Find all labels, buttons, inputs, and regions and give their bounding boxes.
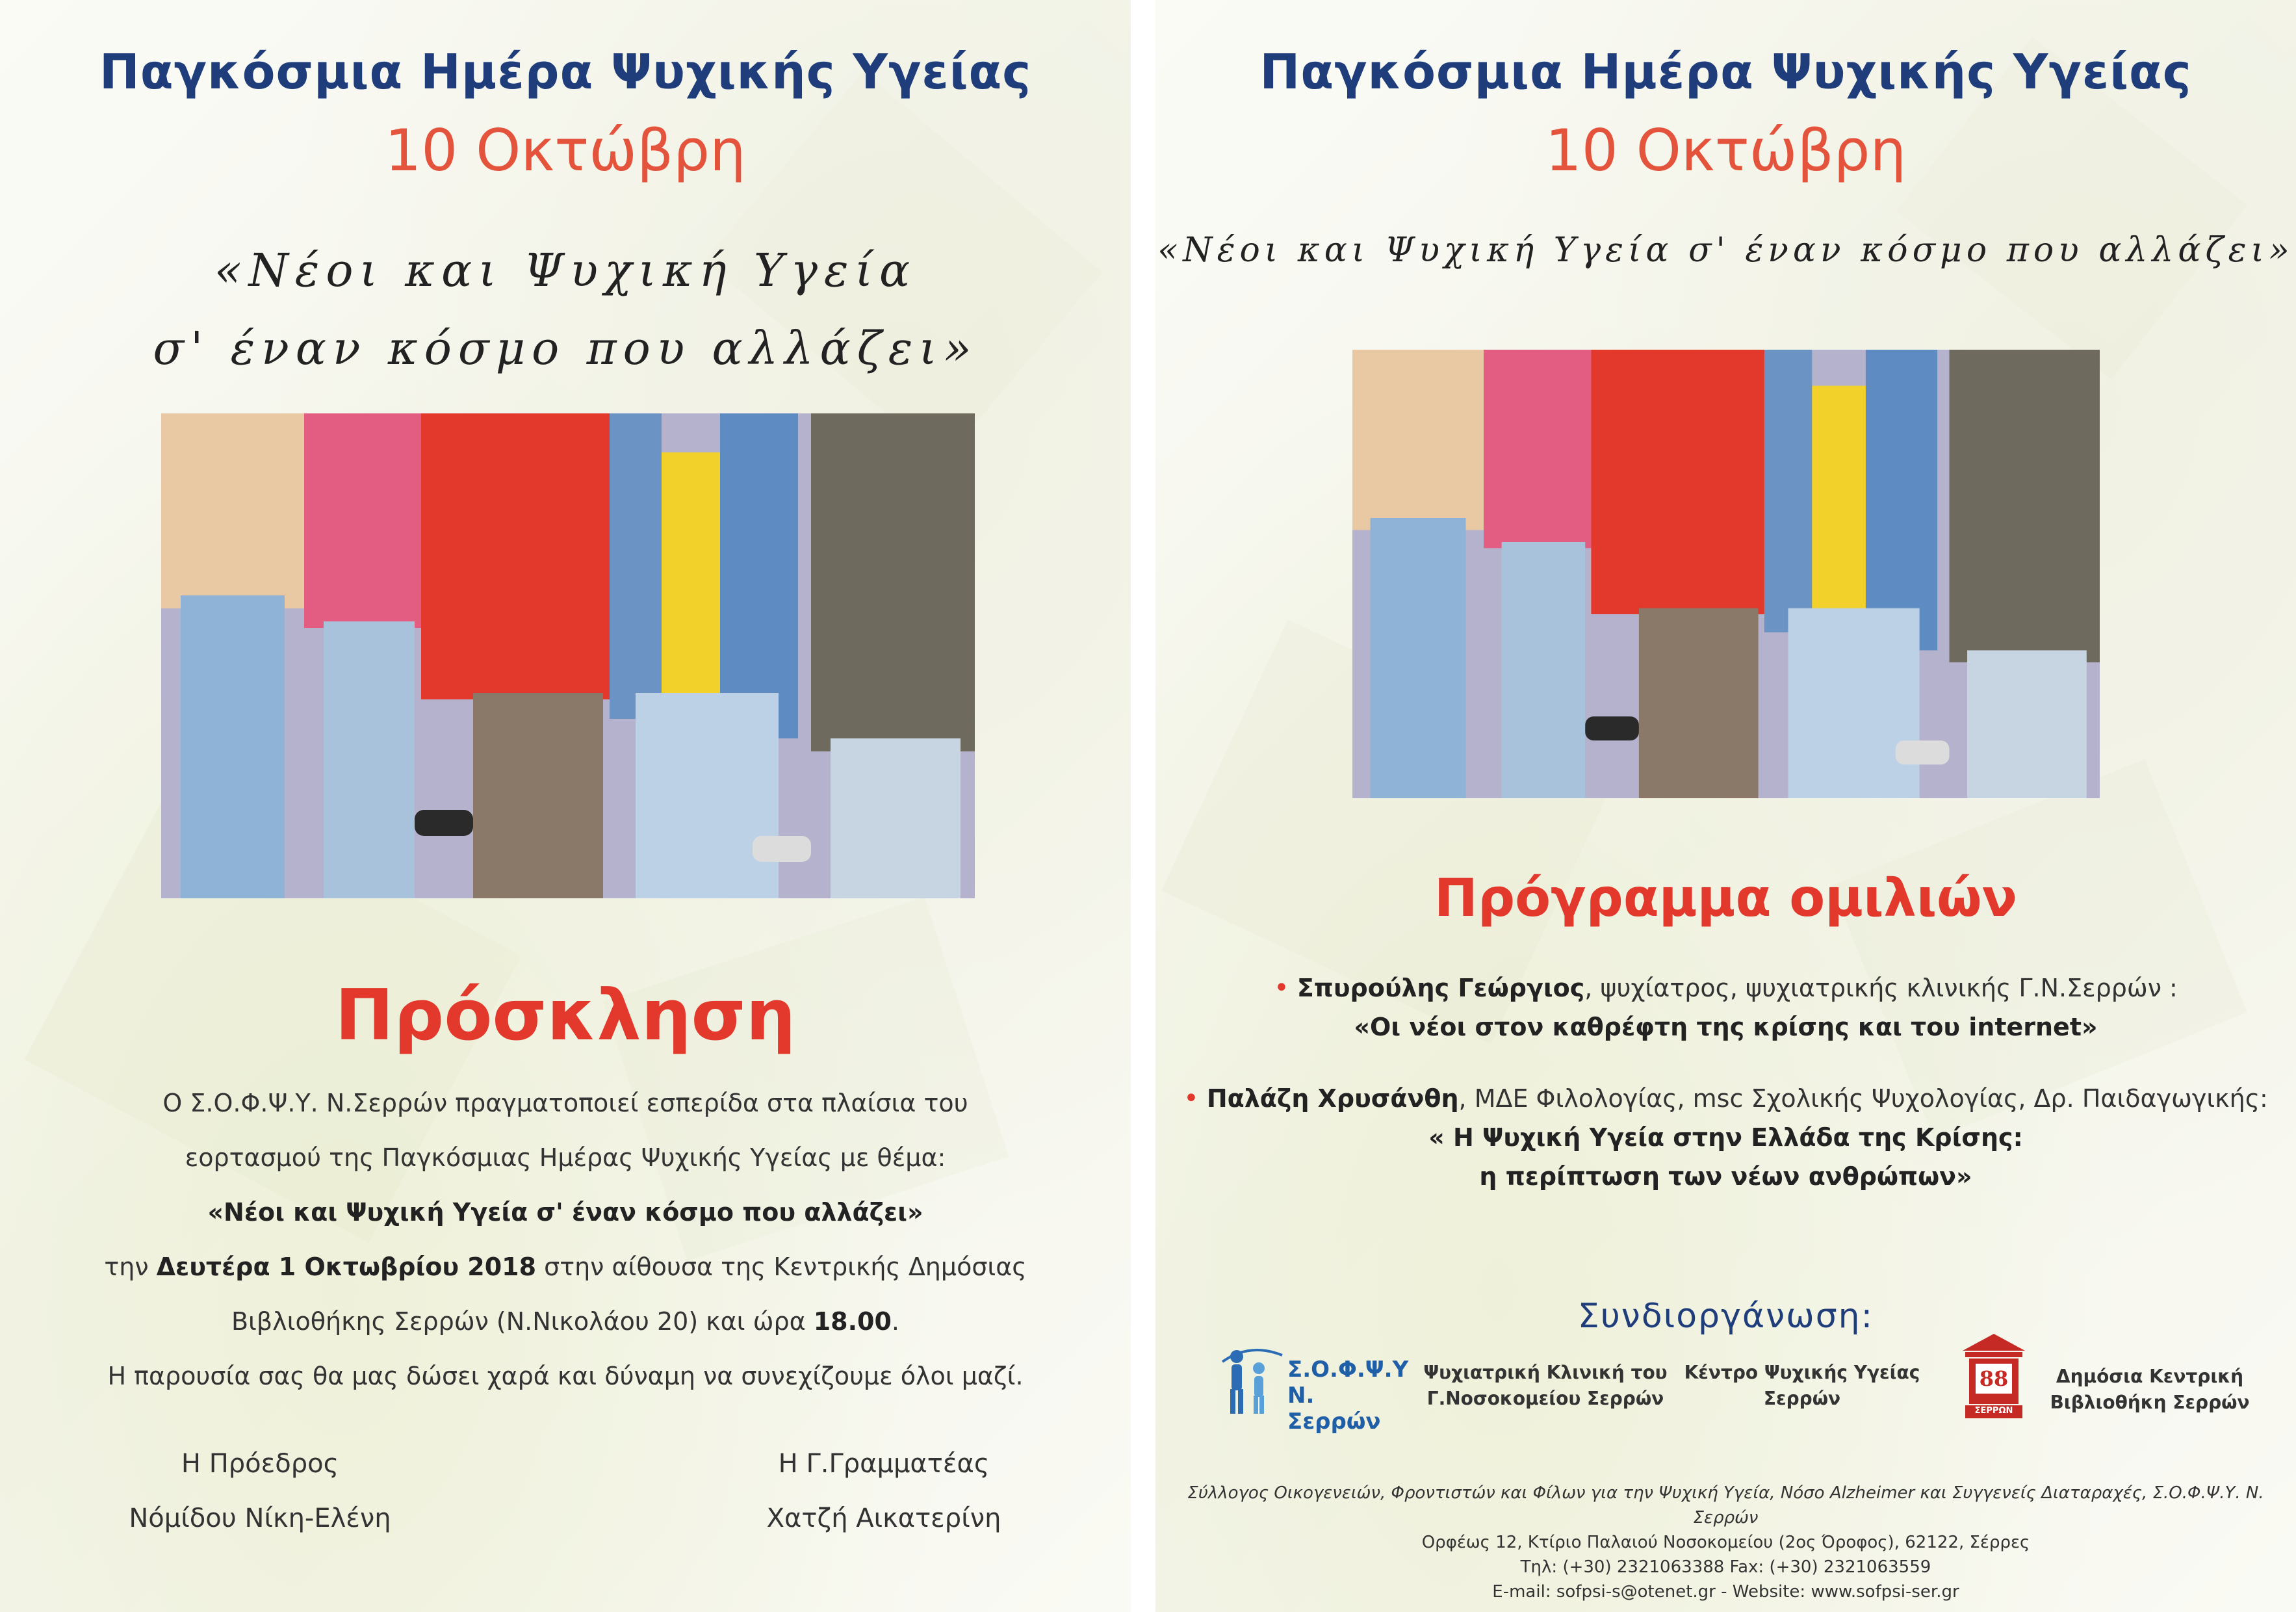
page-gap [1131, 0, 1155, 1612]
speaker-name: Σπυρούλης Γεώργιος [1296, 974, 1585, 1002]
body-line: Ο Σ.Ο.Φ.Ψ.Υ. Ν.Σερρών πραγματοποιεί εσπερίδα στα πλαίσια του [162, 1089, 968, 1117]
young-people-with-phones-photo [161, 413, 975, 898]
invitation-page [0, 0, 1131, 1612]
logo-line: Ν. Σερρών [1287, 1383, 1381, 1435]
logo-line: Σ.Ο.Φ.Ψ.Υ [1287, 1357, 1409, 1383]
speaker-line [1155, 1079, 2296, 1118]
body-text-fragment: . [891, 1307, 899, 1336]
org-line: Ψυχιατρική Κλινική του [1423, 1362, 1668, 1383]
talk-title: η περίπτωση των νέων ανθρώπων» [1479, 1162, 1972, 1191]
signature-secretary [734, 1436, 1033, 1546]
body-text-fragment: Βιβλιοθήκης Σερρών (Ν.Νικολάου 20) και ώρα [231, 1307, 814, 1336]
theme-quote-line1: «Νέοι και Ψυχική Υγεία [214, 244, 917, 297]
org-psychiatric-clinic [1415, 1360, 1675, 1412]
talk-title: « Η Ψυχική Υγεία στην Ελλάδα της Κρίσης: [1428, 1123, 2023, 1152]
footer-line: Σύλλογος Οικογενειών, Φροντιστών και Φίλων για την Ψυχική Υγεία, Νόσο Alzheimer και Συγγενείς Διαταραχές, Σ.Ο.Φ.Ψ.Υ. Ν. Σερρών [1187, 1483, 2264, 1528]
footer-contact [1155, 1481, 2296, 1604]
body-text-fragment: στην αίθουσα της Κεντρικής Δημόσιας [536, 1253, 1027, 1281]
speaker-name: Παλάζη Χρυσάνθη [1206, 1084, 1459, 1113]
speaker-1 [1155, 968, 2296, 1046]
event-date: 10 Οκτώβρη [385, 117, 746, 184]
footer-phone: Τηλ: (+30) 2321063388 Fax: (+30) 2321063559 [1520, 1557, 1931, 1577]
library-logo [1961, 1332, 2026, 1420]
theme-quote: «Νέοι και Ψυχική Υγεία σ' έναν κόσμο που αλλάζει» [1157, 231, 2294, 270]
library-logo-number: 88 [1979, 1366, 2009, 1391]
bullet-icon: • [1274, 973, 1289, 1003]
org-public-library [2033, 1364, 2267, 1416]
body-theme-line: «Νέοι και Ψυχική Υγεία σ' έναν κόσμο που αλλάζει» [207, 1198, 923, 1227]
body-line: Η παρουσία σας θα μας δώσει χαρά και δύναμη να συνεχίζουμε όλοι μαζί. [107, 1362, 1024, 1390]
signature-role: Η Γ.Γραμματέας [778, 1449, 990, 1479]
invitation-body [0, 1076, 1131, 1403]
young-people-with-phones-photo [1352, 350, 2100, 798]
event-date: 10 Οκτώβρη [1545, 117, 1907, 184]
sofpsy-logo [1217, 1342, 1409, 1435]
footer-email-website: E-mail: sofpsi-s@otenet.gr - Website: www.sofpsi-ser.gr [1492, 1582, 1959, 1602]
body-line-date [0, 1240, 1131, 1294]
sofpsy-logo-text [1287, 1357, 1408, 1435]
page-title: Παγκόσμια Ημέρα Ψυχικής Υγείας [99, 44, 1032, 100]
library-logo-text: ΣΕΡΡΩΝ [1974, 1406, 2013, 1416]
family-figures-icon [1217, 1342, 1289, 1420]
body-line-time [0, 1294, 1131, 1349]
body-line: εορτασμού της Παγκόσμιας Ημέρας Ψυχικής Υγείας με θέμα: [185, 1143, 946, 1172]
speaker-line [1155, 968, 2296, 1008]
program-heading: Πρόγραμμα ομιλιών [1434, 868, 2018, 928]
signature-role: Η Πρόεδρος [181, 1449, 339, 1479]
signature-name: Νόμίδου Νίκη-Ελένη [129, 1503, 391, 1533]
coorganization-label: Συνδιοργάνωση: [1577, 1297, 1874, 1336]
org-line: Γ.Νοσοκομείου Σερρών [1426, 1388, 1664, 1409]
speaker-role: , ψυχίατρος, ψυχιατρικής κλινικής Γ.Ν.Σερρών : [1584, 974, 2178, 1002]
event-date-bold: Δευτέρα 1 Οκτωβρίου 2018 [156, 1253, 537, 1281]
theme-quote-line2: σ' έναν κόσμο που αλλάζει» [153, 322, 978, 375]
signature-name: Χατζή Αικατερίνη [766, 1503, 1001, 1533]
org-line: Κέντρο Ψυχικής Υγείας [1684, 1362, 1920, 1383]
speaker-role: , ΜΔΕ Φιλολογίας, msc Σχολικής Ψυχολογίας, Δρ. Παιδαγωγικής: [1458, 1084, 2268, 1113]
program-page [1155, 0, 2296, 1612]
invitation-heading: Πρόσκληση [335, 975, 796, 1056]
org-line: Βιβλιοθήκη Σερρών [2050, 1392, 2250, 1413]
speaker-2 [1155, 1079, 2296, 1196]
talk-title: «Οι νέοι στον καθρέφτη της κρίσης και του internet» [1354, 1013, 2098, 1041]
signature-president [110, 1436, 409, 1546]
org-line: Σερρών [1763, 1388, 1841, 1409]
event-time-bold: 18.00 [813, 1307, 892, 1336]
bullet-icon: • [1183, 1084, 1199, 1113]
body-text-fragment: την [104, 1253, 157, 1281]
org-mental-health-center [1679, 1360, 1926, 1412]
page-title: Παγκόσμια Ημέρα Ψυχικής Υγείας [1259, 44, 2192, 100]
org-line: Δημόσια Κεντρική [2056, 1366, 2244, 1387]
footer-address: Ορφέως 12, Κτίριο Παλαιού Νοσοκομείου (2ος Όροφος), 62122, Σέρρες [1421, 1533, 2030, 1552]
